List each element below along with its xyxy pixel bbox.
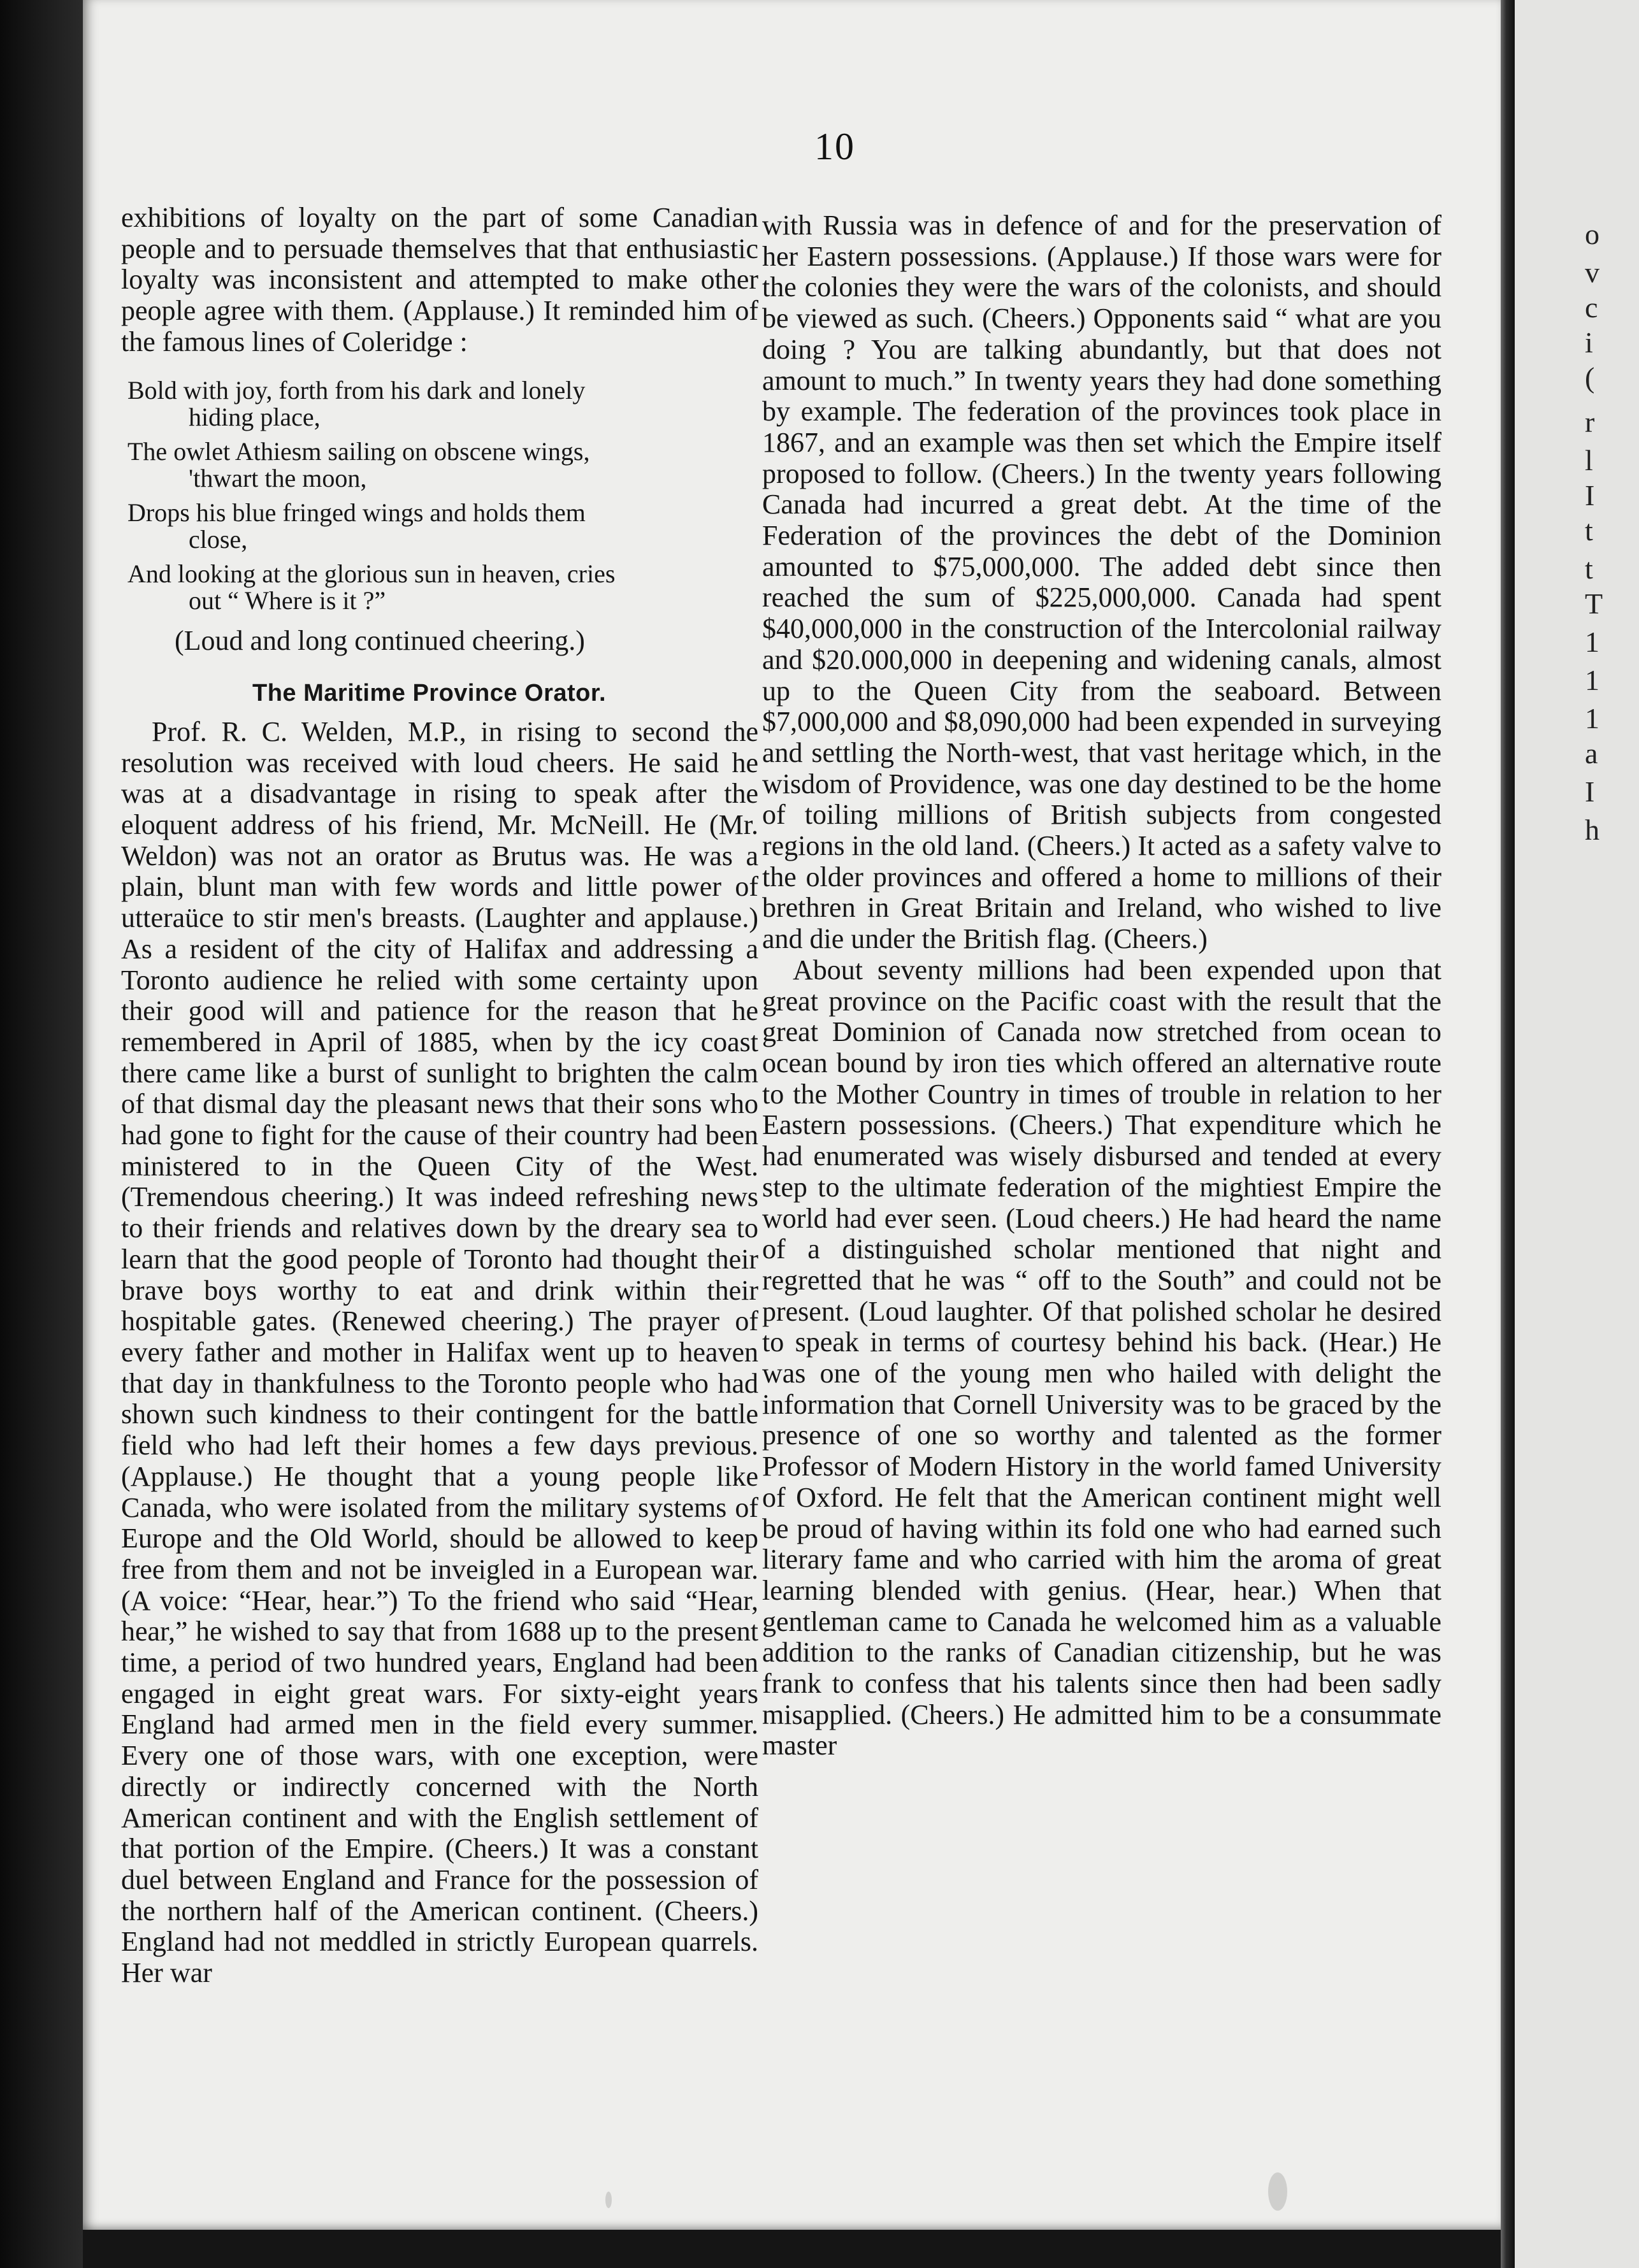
left-column (121, 203, 758, 1989)
coleridge-quote (127, 377, 758, 614)
left-paragraph-1: exhibitions of loyalty on the part of some Canadian people and to persuade themselves that that enthusiastic loyalty was inconsistent and attempted to make other people agree with them. (Applause.) It reminded him of the famous lines of Coleridge : (121, 202, 758, 357)
left-paragraph-2: Prof. R. C. Welden, M.P., in rising to second the resolution was received with loud cheers. He said he was at a disadvantage in rising to speak after the eloquent address of his friend, Mr. McNeill. He (Mr. Weldon) was not an orator as Brutus was. He was a plain, blunt man with few words and little power of utteraüce to stir men's breasts. (Laughter and applause.) As a resident of the city of Halifax and addressing a Toronto audience he relied with some certainty upon their good will and patience for the reason that he remembered in April of 1885, when by the icy coast there came like a burst of sunlight to brighten the calm of that dismal day the pleasant news that their sons who had gone to fight for the cause of their country had been ministered to in the Queen City of the West. (Tremendous cheering.) It was indeed refreshing news to their friends and relatives down by the dreary sea to learn that the good people of Toronto had thought their brave boys worthy to eat and drink within their hospitable gates. (Renewed cheering.) The prayer of every father and mother in Halifax went up to heaven that day in thankfulness to the Toronto people who had shown such kindness to their contingent for the battle field who had left their homes a few days previous. (Applause.) He thought that a young people like Canada, who were isolated from the military systems of Europe and the Old World, should be allowed to keep free from them and not be inveigled in a European war. (A voice: “Hear, hear.”) To the friend who said “Hear, hear,” he wished to say that from 1688 up to the present time, a period of two hundred years, England had been engaged in eight great wars. For sixty-eight years England had armed men in the field every summer. Every one of those wars, with one exception, were directly or indirectly concerned with the North American continent and with the English settlement of that portion of the Empire. (Cheers.) It was a constant duel between England and France for the possession of the northern half of the American continent. (Cheers.) England had not meddled in strictly European quarrels. Her war (121, 715, 758, 1989)
right-paragraph-2: About seventy millions had been expended upon that great province on the Pacific coast with the result that the great Dominion of Canada now stretched from ocean to ocean bound by iron ties which offered an alternative route to the Mother Country in times of trouble in relation to her Eastern possessions. (Cheers.) That expenditure which he had enumerated was wisely disbursed and tended at every step to the ultimate federation of the mightiest Empire the world had ever seen. (Loud cheers.) He had heard the name of a distinguished scholar mentioned that night and regretted that he was “ off to the South” and could not be present. (Loud laughter. Of that polished scholar he desired to speak in terms of courtesy behind his back. (Hear.) He was one of the young men who hailed with delight the information that Cornell University was to be graced by the presence of one so worthy and talented as the former Professor of Modern History in the world famed University of Oxford. He felt that the American continent might well be proud of having within its fold one who had earned such literary fame and who carried with him the aroma of great learning blended with genius. (Hear, hear.) When that gentleman came to Canada he welcomed him as a valuable addition to the ranks of Canadian citizenship, but he was frank to confess that his talents since then had been sadly misapplied. (Cheers.) He admitted him to be a consummate master (762, 954, 1441, 1762)
next-page-fragment: l (1585, 444, 1593, 477)
next-page-fragment: 1 (1585, 626, 1599, 658)
next-page-fragment: T (1585, 587, 1603, 620)
cheering-note: (Loud and long continued cheering.) (175, 624, 585, 656)
next-page-fragment: i (1585, 326, 1593, 359)
next-page-fragment: ( (1585, 361, 1595, 394)
page-number: 10 (814, 126, 855, 168)
next-page-fragment: 1 (1585, 702, 1599, 735)
next-page-fragment: o (1585, 218, 1599, 250)
next-page-fragment: a (1585, 737, 1598, 770)
poem-line: Drops his blue fringed wings and holds them close, (127, 498, 586, 554)
right-paragraph-1: with Russia was in defence of and for the preservation of her Eastern possessions. (Applause.) If those wars were for the colonies they were the wars of the colonists, and should be viewed as such. (Cheers.) Opponents said “ what are you doing ? You are talking abundantly, but that does not amount to much.” In twenty years they had done something by example. The federation of the provinces took place in 1867, and an example was then set which the Empire itself proposed to follow. (Cheers.) In the twenty years following Canada had incurred a great debt. At the time of the Federation of the provinces the debt of the Dominion amounted to $75,000,000. The added debt since then reached the sum of $225,000,000. Canada had spent $40,000,000 in the construction of the Intercolonial railway and $20.000,000 in deepening and widening canals, almost up to the Queen City from the seaboard. Between $7,000,000 and $8,090,000 had been expended in surveying and settling the North-west, that vast heritage which, in the wisdom of Providence, was one day destined to be the home of toiling millions of British subjects from congested regions in the old land. (Cheers.) It acted as a safety valve to the older provinces and offered a home to millions of their brethren in Great Britain and Ireland, who wished to live and die under the British flag. (Cheers.) (762, 210, 1441, 955)
scan-artifact (1268, 2172, 1287, 2211)
poem-line: And looking at the glorious sun in heaven, cries out “ Where is it ?” (127, 559, 616, 615)
scan-artifact (605, 2192, 612, 2208)
right-column (762, 210, 1441, 1762)
page-sheet (83, 0, 1501, 2230)
page-gutter (1501, 0, 1515, 2268)
next-page-fragment: c (1585, 291, 1598, 324)
poem-line: Bold with joy, forth from his dark and lonely hiding place, (127, 375, 586, 431)
next-page-fragment: h (1585, 814, 1599, 846)
next-page-fragment: r (1585, 406, 1595, 438)
section-heading: The Maritime Province Orator. (252, 680, 607, 707)
next-page-fragment: t (1585, 514, 1593, 547)
next-page-fragment: 1 (1585, 664, 1599, 696)
next-page-fragment: v (1585, 256, 1599, 289)
poem-line: The owlet Athiesm sailing on obscene wings, 'thwart the moon, (127, 436, 590, 492)
book-binding-edge (0, 0, 83, 2268)
next-page-fragment: I (1585, 775, 1595, 808)
next-page-fragment: t (1585, 552, 1593, 585)
next-page-fragment: I (1585, 479, 1595, 512)
next-page-edge (1515, 0, 1639, 2268)
